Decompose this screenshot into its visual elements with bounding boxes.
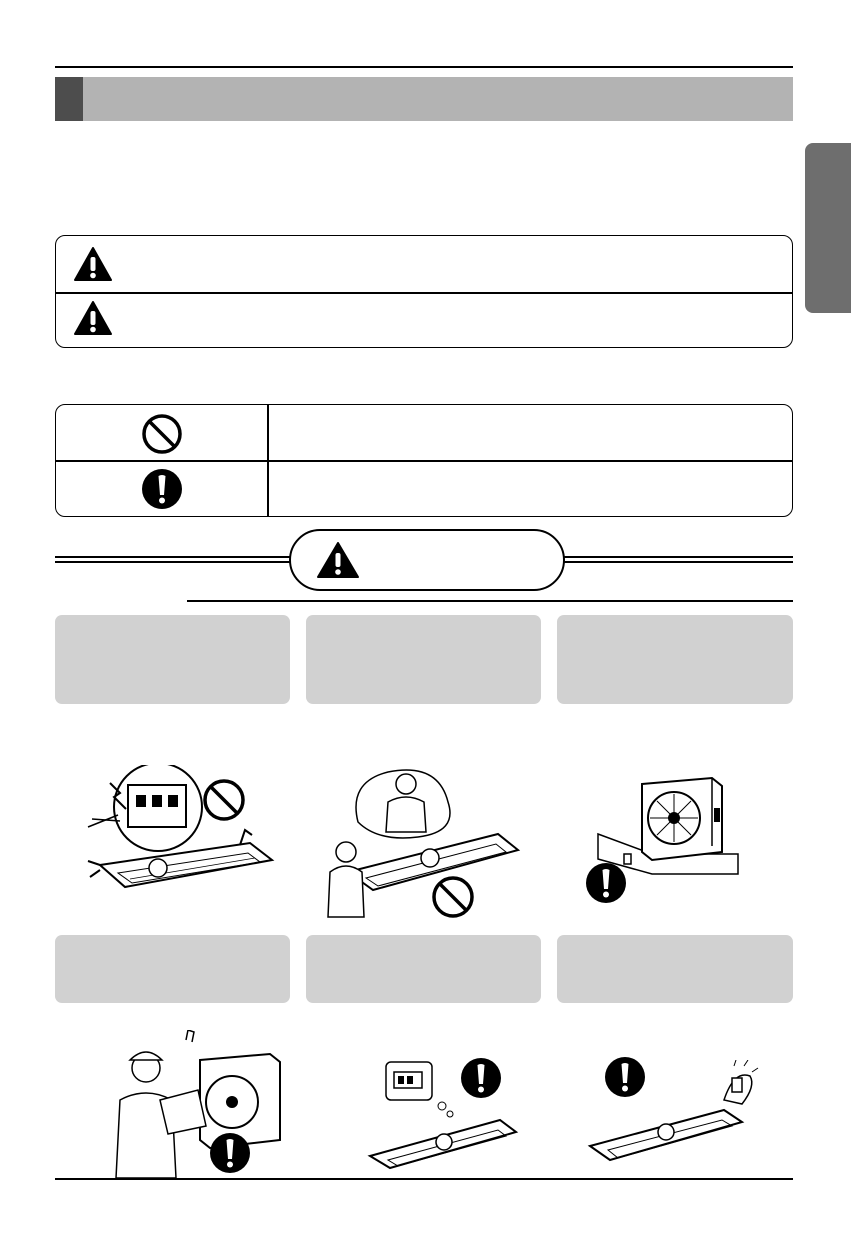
technician-outdoor-unit-illustration xyxy=(110,1030,290,1180)
section-title-marker xyxy=(55,77,83,121)
warning-triangle-icon xyxy=(73,246,113,282)
warning-triangle-icon xyxy=(73,300,113,336)
warning-triangle-icon xyxy=(316,541,360,579)
section-title-bar xyxy=(55,77,793,121)
top-rule xyxy=(55,66,793,68)
installation-call-illustration xyxy=(318,762,528,922)
prohibition-icon xyxy=(141,413,183,455)
mandatory-exclamation-icon xyxy=(585,862,627,904)
side-language-tab[interactable] xyxy=(805,143,851,313)
section-underline xyxy=(187,600,793,602)
mandatory-exclamation-icon xyxy=(141,468,183,510)
caution-legend-box xyxy=(55,235,793,348)
prohibition-icon xyxy=(431,875,475,919)
warning-card-2 xyxy=(306,615,541,704)
legend-divider xyxy=(56,292,792,294)
warning-card-3 xyxy=(557,615,793,704)
symbol-legend-box xyxy=(55,404,793,517)
banner-right-double-line xyxy=(563,556,793,563)
symbol-legend-column-divider xyxy=(267,405,269,516)
mandatory-exclamation-icon xyxy=(604,1056,646,1098)
mandatory-exclamation-icon xyxy=(209,1132,251,1174)
warning-card-6 xyxy=(557,935,793,1003)
breaker-ceiling-unit-illustration xyxy=(80,765,280,915)
warning-banner xyxy=(289,529,565,591)
banner-left-double-line xyxy=(55,556,291,563)
mandatory-exclamation-icon xyxy=(460,1057,502,1099)
warning-card-1 xyxy=(55,615,290,704)
prohibition-icon xyxy=(202,778,246,822)
warning-card-5 xyxy=(306,935,541,1003)
bottom-rule xyxy=(55,1178,793,1180)
symbol-legend-divider xyxy=(56,460,792,462)
warning-card-4 xyxy=(55,935,290,1003)
